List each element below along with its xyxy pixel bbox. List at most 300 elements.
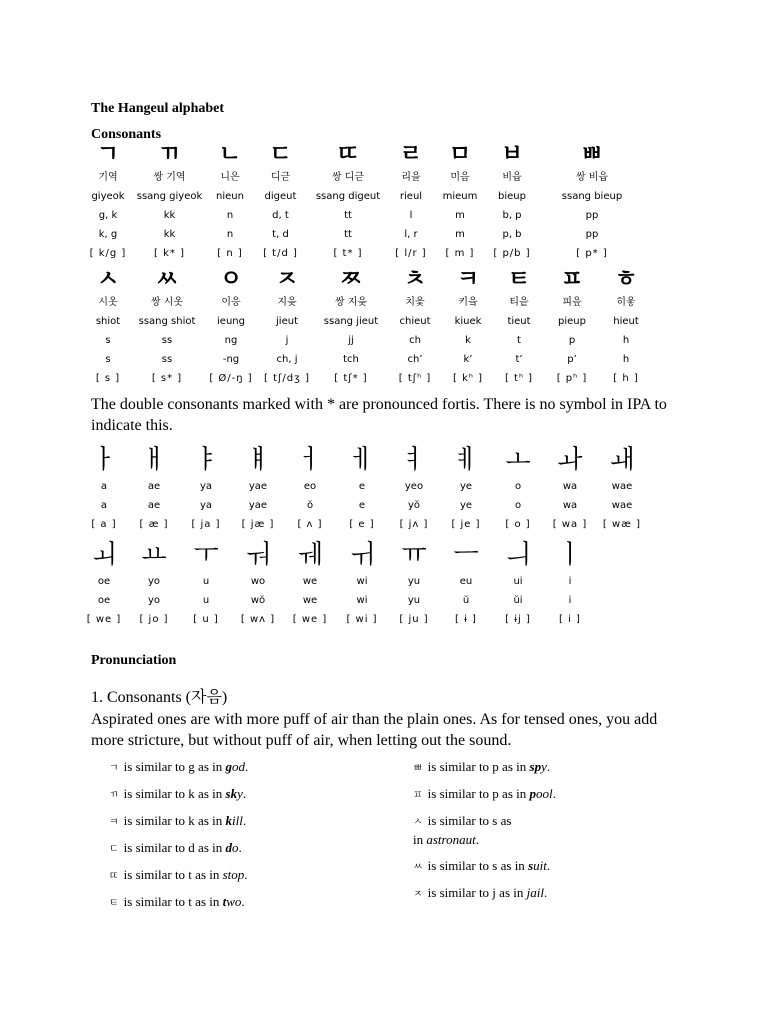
similar-end: . xyxy=(543,885,548,900)
vowel-glyph: ㅒ xyxy=(245,445,271,475)
jamo-romanized-name: bieup xyxy=(498,191,526,202)
vowel-romanization-rr: yu xyxy=(407,576,421,587)
vowel-romanization-rr: i xyxy=(568,576,572,587)
jamo-ipa: [ h ] xyxy=(613,373,639,384)
example-word xyxy=(222,867,248,882)
pronunciation-heading: Pronunciation xyxy=(91,653,177,668)
vowel-glyph: ㅐ xyxy=(141,445,167,475)
jamo-romanized-name: nieun xyxy=(216,191,244,202)
vowel-glyph: ㅖ xyxy=(453,445,479,475)
jamo-ipa: [ l/r ] xyxy=(395,248,427,259)
vowel-romanization-rr: eo xyxy=(303,481,317,492)
example-bold-letters: k xyxy=(225,813,233,828)
vowel-glyph: ㅏ xyxy=(91,445,117,475)
jamo-glyph: ㅋ xyxy=(456,266,480,292)
similar-entry xyxy=(109,812,246,831)
vowel-ipa: [ a ] xyxy=(91,519,117,530)
example-word xyxy=(530,786,553,801)
jamo-romanized-name: ssang shiot xyxy=(138,316,196,327)
example-word xyxy=(528,858,547,873)
jamo-romanization-initial: l xyxy=(409,210,413,221)
vowel-romanization-mr: e xyxy=(358,500,366,511)
vowel-romanization-mr: ŭi xyxy=(513,595,523,606)
jamo-romanized-name: rieul xyxy=(399,191,423,202)
jamo-romanized-name: pieup xyxy=(558,316,586,327)
vowel-glyph: ㅠ xyxy=(401,540,427,570)
similar-entry xyxy=(413,758,550,777)
similar-end: . xyxy=(546,759,551,774)
jamo-korean-name: 이응 xyxy=(221,297,241,308)
jamo-romanization-initial: p xyxy=(568,335,576,346)
consonant-column xyxy=(388,140,434,263)
jamo-romanized-name: kiuek xyxy=(454,316,482,327)
vowel-column xyxy=(336,443,388,534)
jamo-romanization-initial: s xyxy=(105,335,111,346)
vowel-romanization-mr: a xyxy=(100,500,108,511)
similar-text: is similar to s as xyxy=(427,813,512,828)
jamo-glyph: ㅌ xyxy=(507,266,531,292)
consonant-column xyxy=(84,140,132,263)
jamo-romanization-final: l, r xyxy=(404,229,418,240)
jamo-romanized-name: mieum xyxy=(442,191,478,202)
vowel-romanization-rr: oe xyxy=(97,576,111,587)
jamo-ipa: [ tʃ/dʒ ] xyxy=(264,373,310,384)
similar-end: . xyxy=(546,858,551,873)
consonant-column xyxy=(308,140,388,263)
similar-text: is similar to t as in xyxy=(123,867,223,882)
example-word xyxy=(530,759,547,774)
jamo-glyph: ㄸ xyxy=(336,141,360,167)
jamo-glyph: ㄲ xyxy=(158,141,181,167)
jamo-ipa: [ tʰ ] xyxy=(504,373,534,384)
jamo-romanization-initial: t xyxy=(517,335,521,346)
example-word xyxy=(527,885,544,900)
jamo-glyph: ㅉ xyxy=(339,266,363,292)
jamo-korean-name: 디귿 xyxy=(270,172,291,183)
example-word xyxy=(226,840,239,855)
vowel-ipa: [ i ] xyxy=(559,614,581,625)
example-rest: y xyxy=(237,786,243,801)
consonant-column xyxy=(434,140,486,263)
vowel-romanization-rr: e xyxy=(358,481,366,492)
consonant-column xyxy=(544,265,600,388)
jamo-romanization-initial: d, t xyxy=(272,210,289,221)
vowel-romanization-rr: o xyxy=(514,481,522,492)
vowel-romanization-rr: u xyxy=(202,576,210,587)
consonant-column xyxy=(260,265,314,388)
jamo-romanization-initial: m xyxy=(455,210,465,221)
jamo-ipa: [ p* ] xyxy=(576,248,608,259)
example-rest: y xyxy=(541,759,547,774)
jamo-glyph: ㄴ xyxy=(218,141,242,167)
jamo-romanized-name: ssang bieup xyxy=(561,191,623,202)
vowel-romanization-mr: ŭ xyxy=(462,595,470,606)
consonant-column xyxy=(388,265,442,388)
jamo-glyph: ㅇ xyxy=(219,266,243,292)
jamo-romanization-initial: ss xyxy=(161,335,173,346)
jamo-ipa: [ s ] xyxy=(95,373,121,384)
consonant-column xyxy=(600,265,652,388)
similar-text: is similar to p as in xyxy=(427,759,530,774)
jamo-glyph: ㅃ xyxy=(413,763,423,774)
vowel-glyph: ㅞ xyxy=(297,540,323,570)
vowel-ipa: [ je ] xyxy=(451,519,481,530)
fortis-note: The double consonants marked with * are pronounced fortis. There is no symbol in IPA to indicate this. xyxy=(91,396,667,434)
similar-text: is similar to p as in xyxy=(427,786,530,801)
vowel-column xyxy=(80,538,128,629)
page-title: The Hangeul alphabet xyxy=(91,101,225,116)
jamo-ipa: [ t* ] xyxy=(333,248,363,259)
vowel-romanization-rr: yeo xyxy=(404,481,424,492)
vowel-column xyxy=(128,443,180,534)
example-rest: astronaut xyxy=(426,832,476,847)
similar-text: is similar to g as in xyxy=(123,759,226,774)
vowel-glyph: ㅚ xyxy=(91,540,117,570)
example-rest: o xyxy=(232,840,239,855)
vowel-romanization-mr: we xyxy=(302,595,318,606)
vowel-ipa: [ ɨj ] xyxy=(505,614,531,625)
jamo-glyph: ㄱ xyxy=(109,763,119,774)
consonant-column xyxy=(442,265,494,388)
vowel-ipa: [ ju ] xyxy=(399,614,429,625)
vowel-column xyxy=(440,443,492,534)
jamo-glyph: ㅊ xyxy=(403,266,427,292)
vowel-glyph: ㅔ xyxy=(349,445,375,475)
jamo-romanization-final: -ng xyxy=(222,354,240,365)
vowel-romanization-mr: yae xyxy=(248,500,268,511)
vowel-column xyxy=(388,538,440,629)
jamo-korean-name: 지읒 xyxy=(277,297,297,308)
jamo-korean-name: 니은 xyxy=(220,172,240,183)
jamo-romanized-name: ssang giyeok xyxy=(136,191,203,202)
jamo-romanization-initial: k xyxy=(465,335,471,346)
vowel-column xyxy=(80,443,128,534)
vowel-romanization-rr: wo xyxy=(250,576,266,587)
jamo-romanization-final: k’ xyxy=(463,354,473,365)
vowel-ipa: [ wæ ] xyxy=(602,519,642,530)
vowel-romanization-mr: ye xyxy=(459,500,473,511)
jamo-ipa: [ p/b ] xyxy=(493,248,531,259)
jamo-glyph: ㄸ xyxy=(109,871,119,882)
vowel-glyph: ㅕ xyxy=(401,445,427,475)
jamo-romanization-final: tch xyxy=(343,354,359,365)
vowel-column xyxy=(180,538,232,629)
similar-text: is similar to k as in xyxy=(123,786,226,801)
jamo-korean-name: 미음 xyxy=(450,172,470,183)
vowel-ipa: [ wi ] xyxy=(346,614,378,625)
example-rest: ill xyxy=(232,813,243,828)
jamo-korean-name: 히읗 xyxy=(616,297,636,308)
jamo-romanization-initial: pp xyxy=(585,210,599,221)
jamo-ipa: [ m ] xyxy=(445,248,475,259)
vowel-romanization-rr: eu xyxy=(459,576,473,587)
jamo-glyph: ㅅ xyxy=(413,817,423,828)
jamo-romanization-initial: j xyxy=(285,335,289,346)
consonants-section-label: 1. Consonants (자음) xyxy=(91,689,228,706)
jamo-romanization-final: p’ xyxy=(567,354,577,365)
jamo-ipa: [ tʃʰ ] xyxy=(398,373,432,384)
example-bold-letters: d xyxy=(225,840,233,855)
jamo-glyph: ㅍ xyxy=(413,790,423,801)
example-rest: uit xyxy=(533,858,547,873)
vowel-romanization-rr: wi xyxy=(356,576,368,587)
similar-entry xyxy=(413,812,511,848)
jamo-romanization-final: kk xyxy=(163,229,176,240)
vowel-glyph: ㅘ xyxy=(557,445,583,475)
similar-text-cont: in xyxy=(413,832,427,847)
vowel-column xyxy=(284,443,336,534)
vowel-romanization-mr: u xyxy=(202,595,210,606)
vowel-glyph: ㅣ xyxy=(557,540,583,570)
jamo-romanization-final: s xyxy=(105,354,111,365)
vowel-ipa: [ e ] xyxy=(349,519,375,530)
jamo-romanization-initial: ch xyxy=(409,335,421,346)
jamo-romanized-name: giyeok xyxy=(91,191,125,202)
jamo-romanization-initial: ng xyxy=(224,335,238,346)
jamo-ipa: [ k* ] xyxy=(154,248,185,259)
vowel-romanization-rr: wa xyxy=(562,481,578,492)
vowel-glyph: ㅙ xyxy=(609,445,635,475)
consonant-column xyxy=(207,140,253,263)
jamo-romanization-final: h xyxy=(622,354,630,365)
example-word xyxy=(225,759,249,774)
jamo-romanized-name: ssang jieut xyxy=(323,316,379,327)
similar-end: . xyxy=(245,759,249,774)
vowel-romanization-rr: wae xyxy=(611,481,633,492)
jamo-korean-name: 피읖 xyxy=(562,297,582,308)
consonant-column xyxy=(538,140,646,263)
jamo-romanized-name: ssang digeut xyxy=(315,191,381,202)
jamo-glyph: ㅁ xyxy=(448,141,472,167)
similar-text: is similar to k as in xyxy=(123,813,226,828)
jamo-korean-name: 시옷 xyxy=(98,297,118,308)
vowel-glyph: ㅢ xyxy=(505,540,531,570)
jamo-romanization-initial: b, p xyxy=(502,210,522,221)
vowel-romanization-mr: i xyxy=(568,595,572,606)
vowel-ipa: [ jʌ ] xyxy=(399,519,429,530)
similar-entry xyxy=(109,785,246,804)
jamo-korean-name: 기역 xyxy=(98,172,118,183)
similar-entry xyxy=(413,857,550,876)
vowel-romanization-mr: yo xyxy=(147,595,161,606)
vowel-column xyxy=(232,538,284,629)
similar-text: is similar to j as in xyxy=(427,885,527,900)
jamo-ipa: [ Ø/-ŋ ] xyxy=(209,373,253,384)
jamo-glyph: ㅍ xyxy=(560,266,584,292)
similar-end: . xyxy=(244,867,248,882)
vowel-ipa: [ wa ] xyxy=(552,519,588,530)
example-bold-letters: g xyxy=(225,759,233,774)
jamo-romanization-final: tt xyxy=(344,229,352,240)
jamo-ipa: [ kʰ ] xyxy=(453,373,483,384)
example-bold-letters: p xyxy=(529,786,537,801)
similar-end: . xyxy=(475,832,479,847)
jamo-romanization-final: pp xyxy=(585,229,599,240)
jamo-romanized-name: digeut xyxy=(264,191,297,202)
vowel-glyph: ㅟ xyxy=(349,540,375,570)
jamo-romanized-name: hieut xyxy=(613,316,639,327)
jamo-glyph: ㅂ xyxy=(500,141,524,167)
vowel-ipa: [ wʌ ] xyxy=(240,614,276,625)
vowel-romanization-mr: yu xyxy=(407,595,421,606)
vowel-ipa: [ ʌ ] xyxy=(297,519,323,530)
jamo-korean-name: 리을 xyxy=(401,172,421,183)
example-rest: stop xyxy=(222,867,245,882)
jamo-romanization-initial: jj xyxy=(348,335,354,346)
jamo-romanization-initial: kk xyxy=(163,210,176,221)
jamo-glyph: ㄷ xyxy=(109,844,119,855)
jamo-ipa: [ t/d ] xyxy=(263,248,298,259)
vowel-column xyxy=(128,538,180,629)
vowel-ipa: [ ɨ ] xyxy=(455,614,477,625)
vowel-column xyxy=(492,443,544,534)
vowel-romanization-rr: a xyxy=(100,481,108,492)
vowel-romanization-rr: yae xyxy=(248,481,268,492)
jamo-korean-name: 쌍 기역 xyxy=(153,172,186,183)
jamo-romanization-final: t’ xyxy=(515,354,523,365)
vowel-romanization-rr: ye xyxy=(459,481,473,492)
jamo-romanized-name: shiot xyxy=(95,316,121,327)
vowel-glyph: ㅝ xyxy=(245,540,271,570)
vowel-glyph: ㅜ xyxy=(193,540,219,570)
example-rest: wo xyxy=(226,894,242,909)
vowel-ipa: [ we ] xyxy=(86,614,122,625)
consonant-column xyxy=(84,265,132,388)
vowel-ipa: [ o ] xyxy=(505,519,531,530)
vowel-romanization-mr: o xyxy=(514,500,522,511)
jamo-romanization-final: m xyxy=(455,229,465,240)
similar-entry xyxy=(109,866,248,885)
vowel-glyph: ㅡ xyxy=(453,540,479,570)
vowel-column xyxy=(336,538,388,629)
vowel-column xyxy=(232,443,284,534)
similar-entry xyxy=(109,839,242,858)
vowel-column xyxy=(388,443,440,534)
similar-entry xyxy=(413,884,547,903)
similar-end: . xyxy=(242,813,247,828)
jamo-glyph: ㅌ xyxy=(109,898,119,909)
vowel-romanization-mr: yŏ xyxy=(407,500,421,511)
example-word xyxy=(226,786,243,801)
similar-end: . xyxy=(238,840,242,855)
vowel-romanization-mr: ya xyxy=(199,500,213,511)
jamo-korean-name: 티읕 xyxy=(509,297,529,308)
vowel-romanization-mr: wa xyxy=(562,500,578,511)
example-rest: od xyxy=(232,759,246,774)
jamo-korean-name: 치읓 xyxy=(405,297,425,308)
vowel-romanization-rr: we xyxy=(302,576,318,587)
vowel-romanization-mr: wae xyxy=(611,500,633,511)
vowel-column xyxy=(284,538,336,629)
vowel-ipa: [ jo ] xyxy=(139,614,169,625)
jamo-romanized-name: chieut xyxy=(399,316,431,327)
vowel-romanization-rr: ae xyxy=(147,481,161,492)
vowel-column xyxy=(544,538,596,629)
jamo-glyph: ㅅ xyxy=(96,266,120,292)
jamo-ipa: [ n ] xyxy=(217,248,243,259)
jamo-romanized-name: tieut xyxy=(507,316,531,327)
vowel-romanization-rr: ya xyxy=(199,481,213,492)
example-word xyxy=(226,813,243,828)
consonant-column xyxy=(253,140,308,263)
vowel-ipa: [ jæ ] xyxy=(241,519,275,530)
jamo-glyph: ㄲ xyxy=(109,790,119,801)
example-bold-letters: sp xyxy=(529,759,542,774)
vowel-glyph: ㅛ xyxy=(141,540,167,570)
jamo-glyph: ㅆ xyxy=(413,862,423,873)
jamo-glyph: ㅎ xyxy=(614,266,638,292)
vowel-column xyxy=(544,443,596,534)
vowel-romanization-mr: wŏ xyxy=(250,595,266,606)
jamo-romanization-initial: tt xyxy=(344,210,352,221)
jamo-ipa: [ s* ] xyxy=(151,373,183,384)
jamo-romanization-initial: g, k xyxy=(98,210,118,221)
similar-entry xyxy=(413,785,556,804)
jamo-korean-name: 쌍 시옷 xyxy=(150,297,184,308)
jamo-glyph: ㅃ xyxy=(580,141,604,167)
jamo-korean-name: 비읍 xyxy=(502,172,522,183)
similar-end: . xyxy=(241,894,245,909)
jamo-glyph: ㄱ xyxy=(96,141,120,167)
similar-entry xyxy=(109,758,248,777)
consonant-column xyxy=(202,265,260,388)
vowel-column xyxy=(180,443,232,534)
example-word xyxy=(222,894,245,909)
consonant-table-row1 xyxy=(84,140,646,263)
vowel-table-row2 xyxy=(80,538,596,629)
jamo-korean-name: 쌍 비읍 xyxy=(575,172,609,183)
aspiration-paragraph: Aspirated ones are with more puff of air than the plain ones. As for tensed ones, you add more stricture, but without puff of air, when letting out the sound. xyxy=(91,711,658,749)
jamo-glyph: ㄹ xyxy=(399,141,423,167)
jamo-romanization-final: t, d xyxy=(272,229,289,240)
jamo-glyph: ㅈ xyxy=(275,266,299,292)
jamo-romanization-final: p, b xyxy=(502,229,522,240)
jamo-korean-name: 키읔 xyxy=(458,297,478,308)
jamo-romanized-name: jieut xyxy=(276,316,298,327)
similar-entry xyxy=(109,893,245,912)
vowel-table-row1 xyxy=(80,443,648,534)
jamo-romanization-initial: n xyxy=(226,210,234,221)
consonant-column xyxy=(494,265,544,388)
consonant-table-row2 xyxy=(84,265,652,388)
example-rest: ool xyxy=(536,786,553,801)
consonants-heading: Consonants xyxy=(91,127,162,142)
vowel-column xyxy=(492,538,544,629)
vowel-glyph: ㅑ xyxy=(193,445,219,475)
consonant-column xyxy=(486,140,538,263)
similar-end: . xyxy=(242,786,247,801)
vowel-romanization-rr: yo xyxy=(147,576,161,587)
consonant-column xyxy=(132,140,207,263)
jamo-glyph: ㅋ xyxy=(109,817,119,828)
vowel-glyph: ㅗ xyxy=(505,445,531,475)
vowel-ipa: [ æ ] xyxy=(139,519,169,530)
example-bold-letters: s xyxy=(528,858,534,873)
jamo-romanization-final: n xyxy=(226,229,234,240)
example-word xyxy=(426,832,475,847)
jamo-romanization-final: ss xyxy=(161,354,173,365)
vowel-romanization-mr: ŏ xyxy=(306,500,314,511)
vowel-glyph: ㅓ xyxy=(297,445,323,475)
similar-text: is similar to s as in xyxy=(427,858,529,873)
similar-end: . xyxy=(552,786,556,801)
similar-text: is similar to t as in xyxy=(123,894,223,909)
vowel-column xyxy=(596,443,648,534)
jamo-glyph: ㄷ xyxy=(269,141,292,167)
jamo-romanization-final: k, g xyxy=(98,229,118,240)
example-bold-letters: sk xyxy=(225,786,238,801)
example-rest: jail xyxy=(526,885,544,900)
